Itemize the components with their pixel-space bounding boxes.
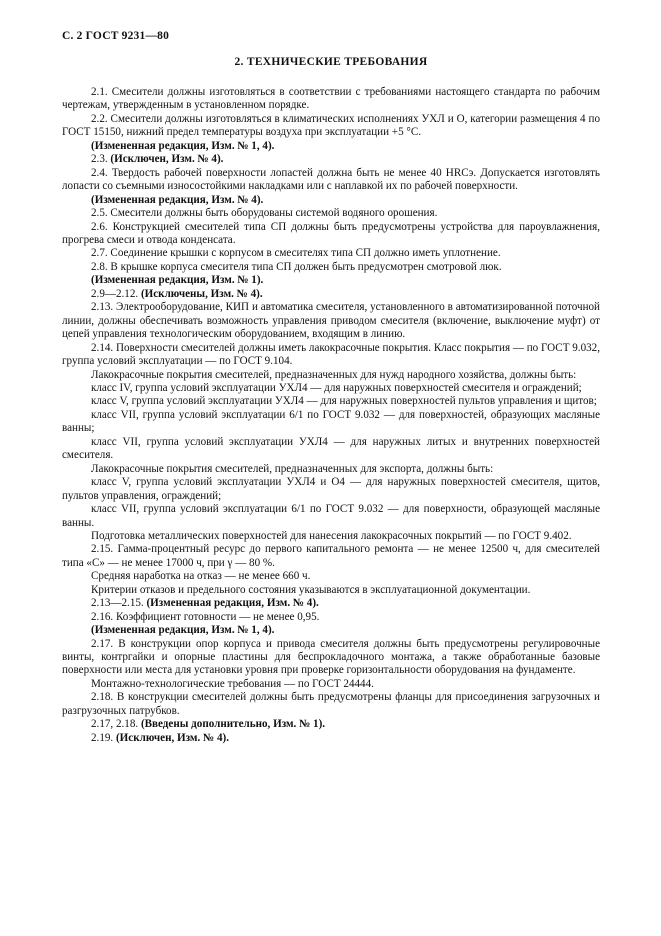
paragraph: Критерии отказов и предельного состояния указываются в эксплуатационной документации. <box>91 583 531 596</box>
amendment-note: (Исключены, Изм. № 4). <box>140 287 263 300</box>
paragraph: 2.15. Гамма-процентный ресурс до первого капитального ремонта — не менее 12500 ч, для смесителей типа «С» — не менее 17000 ч, при γ — 80 %. <box>62 543 600 569</box>
paragraph: 2.16. Коэффициент готовности — не менее 0,95. <box>91 610 320 623</box>
amendment-note: (Исключен, Изм. № 4). <box>115 731 229 744</box>
section-title: 2. ТЕХНИЧЕСКИЕ ТРЕБОВАНИЯ <box>234 56 428 68</box>
page-header: С. 2 ГОСТ 9231—80 <box>62 30 170 42</box>
paragraph <box>62 288 600 301</box>
amendment-note: (Исключен, Изм. № 4). <box>110 153 224 166</box>
paragraph <box>62 718 600 731</box>
paragraph: 2.1. Смесители должны изготовляться в соответствии с требованиями настоящего стандарта по рабочим чертежам, утвержденным в установленном порядке. <box>62 86 600 112</box>
item-number: 2.17, 2.18. <box>91 718 139 731</box>
paragraph: Подготовка металлических поверхностей для нанесения лакокрасочных покрытий — по ГОСТ 9.402. <box>91 529 572 542</box>
item-number: 2.9—2.12. <box>91 287 139 300</box>
paragraph: 2.14. Поверхности смесителей должны иметь лакокрасочные покрытия. Класс покрытия — по ГОСТ 9.032, группа условий эксплуатации — по ГОСТ 9.104. <box>62 341 600 368</box>
item-number: 2.3. <box>91 153 108 166</box>
paragraph: класс VII, группа условий эксплуатации УХЛ4 — для наружных литых и внутренних поверхностей смесителя. <box>62 435 600 462</box>
paragraph: класс V, группа условий эксплуатации УХЛ4 и О4 — для наружных поверхностей смесителя, щитов, пультов управления, ограждений; <box>62 476 600 502</box>
paragraph: Средняя наработка на отказ — не менее 660 ч. <box>91 570 311 583</box>
paragraph: Лакокрасочные покрытия смесителей, предназначенных для экспорта, должны быть: <box>91 462 494 475</box>
paragraph: (Измененная редакция, Изм. № 1, 4). <box>91 624 275 637</box>
paragraph: 2.13. Электрооборудование, КИП и автоматика смесителя, установленного в автоматизированной поточной линии, должны обеспечивать возможность управления приводом смесителя (включение, выключение муфт) от цепей управления технологическим оборудованием, входящим в линию. <box>62 301 600 341</box>
paragraph: класс V, группа условий эксплуатации УХЛ4 — для наружных поверхностей пультов управления и щитов; <box>91 395 597 408</box>
paragraph: класс VII, группа условий эксплуатации 6/1 по ГОСТ 9.032 — для поверхности, образующей масляные ванны. <box>62 503 600 529</box>
paragraph: Лакокрасочные покрытия смесителей, предназначенных для нужд народного хозяйства, должны быть: <box>91 368 577 381</box>
paragraph: 2.18. В конструкции смесителей должны быть предусмотрены фланцы для присоединения загрузочных и разгрузочных патрубков. <box>62 691 600 717</box>
paragraph: 2.2. Смесители должны изготовляться в климатических исполнениях УХЛ и О, категории размещения 4 по ГОСТ 15150, нижний предел температуры воздуха при эксплуатации +5 °С. <box>62 112 600 139</box>
paragraph: 2.7. Соединение крышки с корпусом в смесителях типа СП должно иметь уплотнение. <box>91 247 501 260</box>
item-number: 2.19. <box>91 731 114 744</box>
paragraph: 2.4. Твердость рабочей поверхности лопастей должна быть не менее 40 HRCэ. Допускается изготовлять лопасти со съемными износостойкими накладками или с наплавкой их по рабочей поверхности. <box>62 166 600 193</box>
paragraph: 2.5. Смесители должны быть оборудованы системой водяного орошения. <box>91 207 438 220</box>
paragraph: Монтажно-технологические требования — по ГОСТ 24444. <box>91 677 374 690</box>
paragraph: 2.17. В конструкции опор корпуса и привода смесителя должны быть предусмотрены регулировочные винты, контргайки и опорные пластины для беспрокладочного монтажа, а также обработанные базовые поверхности или места для установки уровня при проверке горизонтальности оборудования на фундаменте. <box>62 637 600 677</box>
paragraph: 2.6. Конструкцией смесителей типа СП должны быть предусмотрены устройства для пароувлажнения, прогрева смеси и отвода конденсата. <box>62 220 600 246</box>
paragraph: (Измененная редакция, Изм. № 1, 4). <box>91 139 275 152</box>
paragraph <box>62 597 600 610</box>
paragraph: (Измененная редакция, Изм. № 4). <box>91 193 264 206</box>
paragraph <box>62 153 600 166</box>
paragraph: класс VII, группа условий эксплуатации 6/1 по ГОСТ 9.032 — для поверхностей, образующих масляные ванны; <box>62 408 600 435</box>
amendment-note: (Введены дополнительно, Изм. № 1). <box>140 718 326 731</box>
document-body <box>62 86 600 745</box>
paragraph: (Измененная редакция, Изм. № 1). <box>91 274 264 287</box>
paragraph: 2.8. В крышке корпуса смесителя типа СП должен быть предусмотрен смотровой люк. <box>91 260 502 273</box>
amendment-note: (Измененная редакция, Изм. № 4). <box>146 597 319 610</box>
paragraph <box>62 732 600 745</box>
item-number: 2.13—2.15. <box>91 597 144 610</box>
paragraph: класс IV, группа условий эксплуатации УХЛ4 — для наружных поверхностей смесителя и ограждений; <box>91 381 582 394</box>
